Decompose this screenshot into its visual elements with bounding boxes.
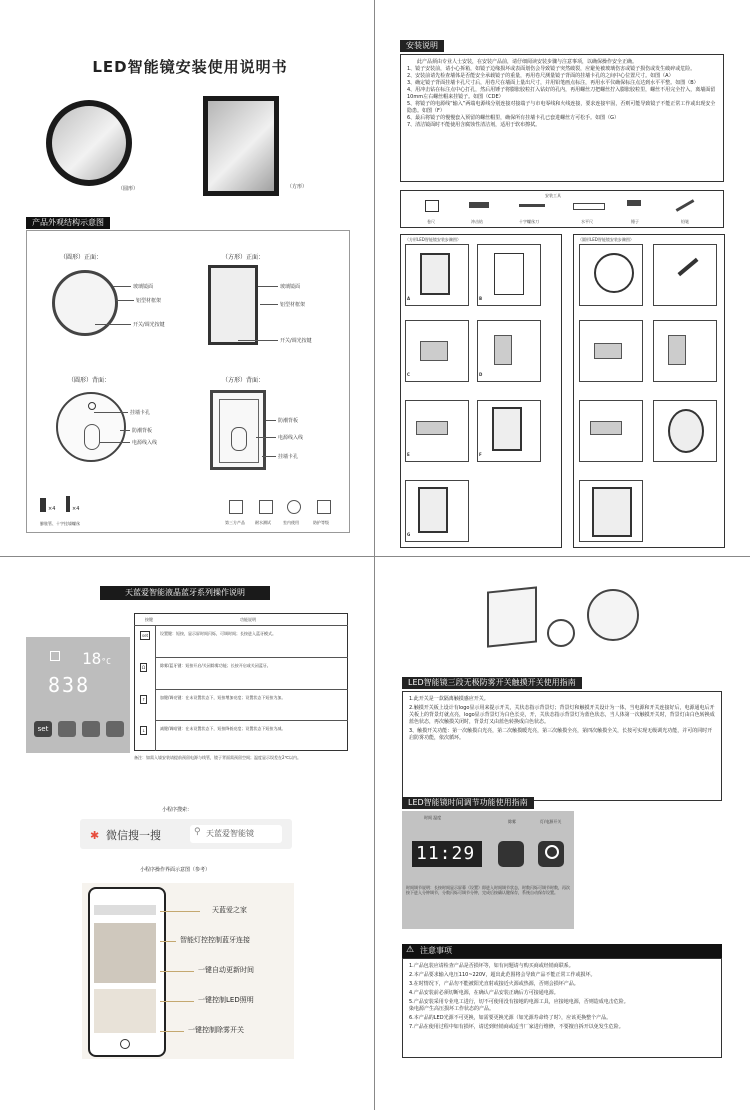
table-note: 备注：如需入墙安装请提前预留电源与线管，镜子背面需预留空间；温度显示误差在2℃以内。	[134, 755, 302, 760]
lcd-panel	[26, 637, 130, 753]
page-title: LED智能镜安装使用说明书	[92, 58, 288, 76]
rect-front-label: （方形）正面：	[222, 254, 265, 261]
drill-icon	[469, 202, 489, 208]
screw-qty-2: ×4	[72, 506, 80, 512]
rect-mirror-illustration	[487, 586, 537, 647]
water-test-icon	[259, 500, 273, 514]
rect-back-label: （方形）背面：	[222, 377, 265, 384]
rect-step-g	[405, 480, 469, 542]
rect-back-label-3: 挂墙卡孔	[278, 454, 299, 460]
search-field[interactable]	[190, 825, 282, 843]
timer-title: LED智能镜时间调节功能使用指南	[402, 797, 534, 809]
rect-back-label-2: 电源线入线	[278, 435, 304, 441]
feature-item: 智能灯控控制蓝牙连接	[180, 936, 250, 944]
feature-item: 一键自动更新时间	[198, 966, 254, 974]
screw-qty-1: ×4	[48, 506, 56, 512]
rect-step-b	[477, 244, 541, 306]
rect-back-label-1: 防潮背板	[278, 418, 299, 424]
phone-mock	[82, 883, 294, 1059]
wechat-search-bar[interactable]	[80, 819, 292, 849]
set-button[interactable]: set	[34, 721, 52, 737]
down-button[interactable]	[106, 721, 124, 737]
round-step-d	[653, 320, 717, 382]
wechat-label: 微信搜一搜	[106, 829, 161, 842]
rect-front-label-3: 开关/调光按键	[280, 338, 312, 344]
time-display: 838	[48, 673, 91, 697]
round-step-c	[579, 320, 643, 382]
step-2: 2、安装前请先检查墙体是否能安全承载镜子的重量，再用卷尺测量镜子背面的挂墙卡孔的之间中心位置尺寸。如图（A）	[407, 73, 674, 79]
icon-row: 第三方产品 耐水测试 室内使用 防护等级	[225, 500, 345, 530]
temp-display: 18°C	[82, 649, 111, 668]
step-5: 5、将镜子的电源线“输入”两端电源线分别连接对接端子与市电零线和火线连接，要求连接牢固，否则可能导致镜子不能正常工作或出现安全隐患。如图（F）	[407, 101, 716, 114]
rect-step-e	[405, 400, 469, 462]
feature-item: 天蓝爱之家	[212, 906, 247, 914]
power-icon	[545, 845, 559, 859]
rect-front-diagram	[208, 265, 258, 345]
wechat-icon: ✱	[90, 829, 100, 842]
level-icon	[573, 203, 605, 210]
rect-step-f	[477, 400, 541, 462]
round-step-b	[653, 244, 717, 306]
search-text: 天蓝爱智能镜	[206, 829, 254, 838]
defog-button[interactable]	[498, 841, 524, 867]
search-icon: ⚲	[194, 827, 201, 837]
round-mirror-image	[46, 100, 132, 186]
rect-back-diagram	[210, 390, 266, 470]
warning-icon: ⚠	[406, 945, 415, 955]
page-2: 安装说明 此产品须由专业人士安装，在安装产品前，请仔细阅读安装步骤与注意事项，以确保操作安全正确。 1、镜子安装前，请小心拆箱，如镜子边缘损坏或表面划伤会导致镜子突然破裂，应避免被玻璃伤害或镜子损伤或发生破碎或危险。 2、安装前请先检查墙体是否能安全承载镜子的重量，再用卷尺测量镜子背面的挂墙卡孔的之间中心位置尺寸。如图（A） 3、确定镜子背面挂墙卡孔尺寸后，用卷尺在墙面上量出尺寸，并用铅笔画点标注，再用水平仪确保标注点达到水平平整。如图（B） 4、用冲击钻在标注点中心打孔，然后用锤子将膨胀胶粒打入钻好的孔内，再用螺丝刀把螺丝拧入膨胀胶粒里，螺丝不用完全拧入，离墙面留10mm左右螺丝帽来挂镜子。如图（CDE） 5、将镜子的电源线“输入”两端电源线分别连接对接端子与市电零线和火线连接，要求连接牢固，否则可能导致镜子不能正常工作或出现安全隐患。如图（F） 6、最后将镜子的慢慢套入预留的螺丝帽里，确保所有挂墙卡孔已套进螺丝方可松手。如图（G） 7、清洁镜面时不能使用含腐蚀性清洁剂，适用于软布擦拭。 安装工具 卷尺 冲击钻 十字螺丝刀 水平尺 锤子 铅笔 （方形LED智能镜安装步骤图） （圆形LED智能镜安装步骤图） A B C D E F G	[375, 0, 750, 556]
rect-step-c	[405, 320, 469, 382]
up-button[interactable]	[82, 721, 100, 737]
rect-caption: （方形）	[287, 184, 308, 190]
rect-front-label-2: 铝型材框架	[280, 302, 306, 308]
round-front-diagram	[52, 270, 118, 336]
mini-program-label: 小程序搜索：	[162, 807, 193, 813]
touch-hand-illustration	[547, 619, 575, 647]
section-label: 产品外观结构示意图	[26, 217, 110, 229]
round-step-g	[579, 480, 643, 542]
page3-title: 天蓝爱智能液晶蓝牙系列操作说明	[100, 586, 270, 600]
round-front-label-3: 开关/调光按键	[133, 322, 165, 328]
touch-guide-box: 1.此开关是一款隔离触摸感应开关。 2.触摸开关板上设计有logo显示用来提示开关，关状态指示背景灯；背景灯和触摸开关设计为一体，当电源和开关连接好后，电源通电后开关板上的背景灯就点亮，logo显示背景灯为白色长亮，开，关状态指示背景灯为蓝色状态，当人体第一次触摸开关时，背景灯由白色转换成蓝色状态，再次触摸关闭时，背景灯又由蓝色转换成白色状态。 3、触摸开关功能：第一次触摸白光亮，第二次触摸暖光亮，第三次触摸全亮，第四次触摸全关，长按可实现无级调光功能，并可的同时开启防雾功能，依次循环。	[402, 691, 722, 801]
power-button[interactable]	[538, 841, 564, 867]
round-step-e	[579, 400, 643, 462]
step-7: 7、清洁镜面时不能使用含腐蚀性清洁剂，适用于软布擦拭。	[407, 122, 541, 128]
install-section-label: 安装说明	[400, 40, 444, 52]
ip-rating-icon	[317, 500, 331, 514]
page-3: 天蓝爱智能液晶蓝牙系列操作说明 18°C 838 set 按键 功能说明 set 设置键：短按，显示屏时间闪烁，可调时间；长按进入蓝牙模式。 Ω 除雾/蓝牙键：短按开启/关闭除雾功能；长按开启或关闭蓝牙。 ↑ 加键/调亮键：在未设置状态下，短按增加亮度；设置状态下短按为加。 ↓ 减键/调暗键：在未设置状态下，短按降低亮度；设置状态下短按为减。 备注：如需入墙安装请提前预留电源与线管，镜子背面需预留空间；温度显示误差在2℃以内。 小程序搜索： ✱ 微信搜一搜 ⚲ 天蓝爱智能镜 小程序操作界面示意图（参考） 天蓝爱之家 智能灯控控制蓝牙连接 一键自动更新时间 一键控制LED照明 一键控制除雾开关	[0, 557, 374, 1110]
round-back-diagram	[56, 392, 126, 462]
bluetooth-icon	[50, 651, 60, 661]
install-text-box: 此产品须由专业人士安装，在安装产品前，请仔细阅读安装步骤与注意事项，以确保操作安全正确。 1、镜子安装前，请小心拆箱，如镜子边缘损坏或表面划伤会导致镜子突然破裂，应避免被玻璃伤害或镜子损伤或发生破碎或危险。 2、安装前请先检查墙体是否能安全承载镜子的重量，再用卷尺测量镜子背面的挂墙卡孔的之间中心位置尺寸。如图（A） 3、确定镜子背面挂墙卡孔尺寸后，用卷尺在墙面上量出尺寸，并用铅笔画点标注，再用水平仪确保标注点达到水平平整。如图（B） 4、用冲击钻在标注点中心打孔，然后用锤子将膨胀胶粒打入钻好的孔内，再用螺丝刀把螺丝拧入膨胀胶粒里，螺丝不用完全拧入，离墙面留10mm左右螺丝帽来挂镜子。如图（CDE） 5、将镜子的电源线“输入”两端电源线分别连接对接端子与市电零线和火线连接，要求连接牢固，否则可能导致镜子不能正常工作或出现安全隐患。如图（F） 6、最后将镜子的慢慢套入预留的螺丝帽里，确保所有挂墙卡孔已套进螺丝方可松手。如图（G） 7、清洁镜面时不能使用含腐蚀性清洁剂，适用于软布擦拭。	[400, 54, 724, 182]
round-step-a	[579, 244, 643, 306]
round-front-label-2: 铝型材框架	[136, 298, 162, 304]
page-4	[375, 557, 750, 1110]
step-1: 1、镜子安装前，请小心拆箱，如镜子边缘损坏或表面划伤会导致镜子突然破裂，应避免被玻璃伤害或镜子损伤或发生破碎或危险。	[407, 66, 696, 72]
step-6: 6、最后将镜子的慢慢套入预留的螺丝帽里，确保所有挂墙卡孔已套进螺丝方可松手。如图（G）	[407, 115, 620, 121]
touch-title: LED智能镜三段无极防雾开关触摸开关使用指南	[402, 677, 582, 689]
timer-display-text: 11:29	[416, 843, 476, 864]
round-back-label: （圆形）背面：	[68, 377, 111, 384]
indoor-icon	[287, 500, 301, 514]
table-header-key: 按键	[145, 617, 153, 622]
step-3: 3、确定镜子背面挂墙卡孔尺寸后，用卷尺在墙面上量出尺寸，并用铅笔画点标注，再用水平仪确保标注点达到水平平整。如图（B）	[407, 80, 699, 86]
anchor-icon	[66, 496, 70, 512]
notice-header: ⚠ 注意事项	[402, 944, 722, 958]
screws-icon	[40, 498, 46, 512]
tools-title: 安装工具	[545, 193, 561, 198]
phone-device	[88, 887, 166, 1057]
round-front-label-1: 玻璃镜面	[133, 284, 154, 290]
round-back-label-2: 防潮背板	[132, 428, 153, 434]
screwdriver-icon	[519, 204, 545, 207]
round-caption: （圆形）	[118, 186, 139, 192]
mini-ui-caption: 小程序操作界面示意图（参考）	[140, 867, 211, 873]
rect-step-d	[477, 320, 541, 382]
round-mirror-illustration	[587, 589, 639, 641]
tape-measure-icon	[425, 200, 439, 212]
notice-box: 1.产品包装应请检查产品是否损坏等，如有问题请与购买商或经销商联系。 2.本产品要求输入电压110~220V，超出此范围将会导致产品不能正常工作或损坏。 3.在时情况下，产品勿不能被阳光直射或接近火源或热源，否则会损坏产品。 4.产品安装前必须切断电源，在确认产品安装正确后方可接通电源。 5.产品安装采用专业电工进行，切不可使用没有接地的电源工具，应接地电源，否则造成电击危险。 染电源产生高压损坏工作状态的产品。 6.本产品的LED光源不可更换，如需要更换光源（如光源寿命终了时），应该更换整个产品。 7.产品在使用过程中如有损坏，请送到经销商或适当厂家进行维修，不要擅自拆开以免发生危险。	[402, 958, 722, 1058]
round-back-label-3: 电源线入线	[132, 440, 158, 446]
rect-front-label-1: 玻璃镜面	[280, 284, 301, 290]
rect-steps-title: （方形LED智能镜安装步骤图）	[405, 237, 461, 242]
hammer-icon	[627, 200, 641, 206]
round-steps-title: （圆形LED智能镜安装步骤图）	[578, 237, 634, 242]
cert-icon	[229, 500, 243, 514]
defog-button[interactable]	[58, 721, 76, 737]
round-step-f	[653, 400, 717, 462]
timer-panel: 时间 温度 除雾 灯/电源开关 11:29 时间调节说明：长按时间显示屏幕（设置）即进入时间调节状态，时数闪烁可调节时数，再次按下进入分钟调节，分数闪烁可调节分钟，完成后按确认键保存，系统自动保存设置。	[402, 811, 574, 929]
feature-item: 一键控制LED照明	[198, 996, 254, 1004]
step-4: 4、用冲击钻在标注点中心打孔，然后用锤子将膨胀胶粒打入钻好的孔内，再用螺丝刀把螺丝拧入膨胀胶粒里，螺丝不用完全拧入，离墙面留10mm左右螺丝帽来挂镜子。如图（CDE）	[407, 87, 716, 100]
round-back-label-1: 挂墙卡孔	[130, 410, 151, 416]
screws-caption: 膨胀管、十字挂墙螺丝	[40, 521, 80, 526]
feature-item: 一键控制除雾开关	[188, 1026, 244, 1034]
page-1	[0, 0, 374, 556]
round-front-label: （圆形）正面：	[60, 254, 103, 261]
rect-step-a	[405, 244, 469, 306]
table-header-func: 功能说明	[240, 617, 256, 622]
rect-mirror-image	[203, 96, 279, 196]
